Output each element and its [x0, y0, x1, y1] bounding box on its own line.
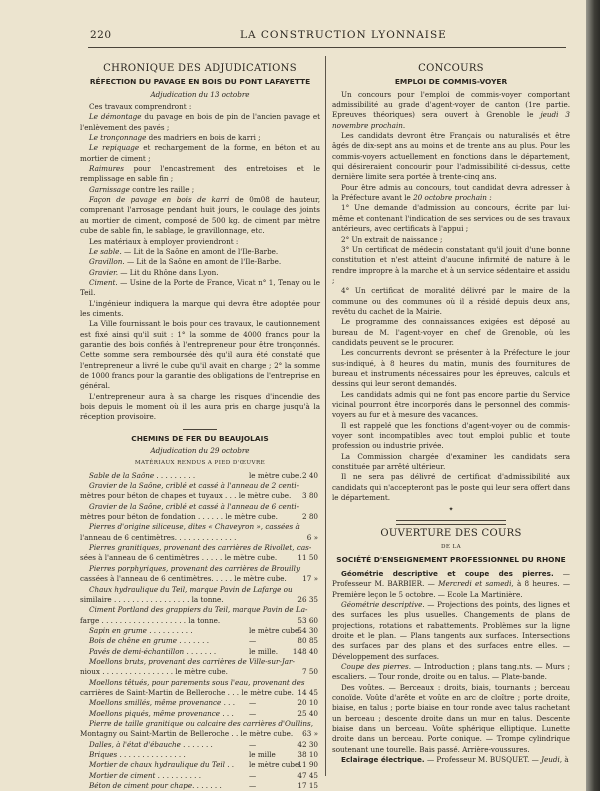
price-row	[80, 574, 320, 584]
price-value: 47 45	[297, 770, 318, 780]
price-value: 53 60	[297, 615, 318, 625]
price-row-lead: Chaux hydraulique du Teil, marque Pavin de Lafarge ou	[89, 584, 293, 594]
price-value: 38 10	[297, 750, 318, 759]
price-row	[80, 750, 320, 760]
paragraph: Le tronçonnage des madriers en bois de karri ;	[89, 133, 261, 143]
price-label: Mortier de chaux hydraulique du Teil . .	[89, 760, 235, 770]
price-value: 25 40	[297, 708, 318, 718]
price-row-lead: Ciment Portland des grappiers du Teil, marque Pavin de La-	[89, 605, 308, 615]
paragraph: Le démontage du pavage en bois de pin de l'ancien pavage et l'enlèvement des pavés ;	[80, 112, 320, 132]
column-divider	[325, 56, 326, 776]
article-heading-commis-voyer: EMPLOI DE COMMIS-VOYER	[394, 77, 508, 87]
price-value: 11 50	[297, 553, 318, 563]
paragraph: Le sable. — Lit de la Saône en amont de l'Ile-Barbe.	[89, 246, 279, 256]
paragraph: La Commission chargée d'examiner les candidats sera constituée par arrêté ultérieur.	[332, 451, 570, 472]
price-row	[80, 781, 320, 791]
price-row-lead: Pierres porphyriques, provenant des carrières de Brouilly	[89, 563, 301, 573]
price-label: Montagny ou Saint-Martin de Belleroche . . le mètre cube.	[80, 729, 294, 739]
article-heading-pavage: RÉFECTION DU PAVAGE EN BOIS DU PONT LAFAYETTE	[89, 77, 311, 87]
paragraph: Ces travaux comprendront :	[89, 102, 192, 112]
price-label: Moellons smillés, même provenance . . .	[89, 698, 236, 708]
price-value: 80 85	[297, 636, 318, 646]
paragraph: Il ne sera pas délivré de certificat d'admissibilité aux candidats qui n'accepteront pas le poste qui leur sera offert dans le département.	[332, 472, 570, 503]
price-row	[80, 626, 320, 636]
price-value: 54 30	[297, 625, 318, 635]
running-head	[90, 29, 562, 43]
price-value: 17 »	[302, 574, 318, 584]
price-row	[80, 771, 320, 781]
paragraph: Gravier. — Lit du Rhône dans Lyon.	[89, 267, 219, 277]
price-unit: le mètre cube.	[249, 625, 302, 635]
double-rule	[396, 520, 506, 525]
paragraph: Eclairage électrique. — Professeur M. BUSQUET. — Jeudi, à	[341, 755, 569, 764]
price-row	[80, 760, 320, 770]
paragraph: La Ville fournissant le bois pour ces travaux, le cautionnement est fixé ainsi qu'il suit : 1° la somme de 4000 francs pour la garantie des bois confiés à l'entrepreneur pour être tronçonnés. Cette somme sera remboursée dès qu'il aura été constaté que l'entrepreneur a livré le cube qu'il avait en charge ; 2° la somme de 1000 francs pour la garantie des obligations de l'entreprise en général.	[80, 319, 320, 391]
section-title-adjudications: CHRONIQUE DES ADJUDICATIONS	[103, 63, 297, 74]
price-value: 148 40	[292, 646, 318, 656]
separator-rule	[183, 429, 217, 430]
price-value: 11 90	[297, 760, 318, 770]
header-rule	[88, 47, 566, 48]
paragraph: Coupe des pierres. — Introduction ; plans tang.nts. — Murs ; escaliers. — Tour ronde, droite ou en talus. — Plate-bande.	[332, 661, 570, 682]
price-row-lead: Moellons têtués, pour parements sous l'eau, provenant des	[89, 677, 305, 687]
de-la: DE LA	[440, 544, 462, 551]
price-row-lead: Gravier de la Saône, criblé et cassé à l'anneau de 6 centi-	[89, 501, 300, 511]
price-row-lead: Moellons bruts, provenant des carrières de Ville-sur-Jar-	[89, 656, 295, 666]
binding-edge	[586, 0, 600, 791]
price-row	[80, 740, 320, 750]
price-unit: —	[249, 708, 257, 718]
price-value: 2 80	[301, 512, 318, 522]
price-label: Pavés de demi-échantillon . . . . . . .	[89, 646, 217, 656]
price-label: cassées à l'anneau de 6 centimètres. . . . . le mètre cube.	[80, 574, 287, 584]
page-number: 220	[90, 29, 112, 41]
price-row-lead: Pierres granitiques, provenant des carrières de Rivollet, cas-	[89, 543, 312, 553]
paragraph: Gravillon. — Lit de la Saône en amont de l'Ile-Barbe.	[89, 257, 282, 267]
section-title-concours: CONCOURS	[418, 63, 484, 74]
left-column	[80, 58, 320, 791]
price-row	[80, 647, 320, 657]
paragraph: Les candidats admis qui ne font pas encore partie du Service vicinal pourront être incorporés dans le personnel des commis-voyers au fur et à mesure des vacances.	[332, 389, 570, 420]
price-row	[80, 512, 320, 522]
price-row	[80, 533, 320, 543]
paragraph: Les candidats devront être Français ou naturalisés et être âgés de dix-sept ans au moins et de trente ans au plus. Pour les commis-voyers actuellement en fonctions dans le département, qui désireraient concourir pour l'admissibilité ci-dessus, cette dernière limite sera portée à trente-cinq ans.	[332, 131, 570, 182]
price-label: Sable de la Saône . . . . . . . . .	[89, 470, 196, 480]
price-list	[80, 471, 320, 791]
price-label: Bois de chêne en grume . . . . . . .	[89, 636, 209, 646]
price-row	[80, 709, 320, 719]
price-label: Sapin en grume . . . . . . . . . .	[89, 625, 193, 635]
price-row	[80, 667, 320, 677]
price-label: Mortier de ciment . . . . . . . . . .	[89, 770, 202, 780]
paragraph: Le programme des connaissances exigées est déposé au bureau de M. l'agent-voyer en chef de Grenoble, où les candidats peuvent se le procurer.	[332, 317, 570, 347]
price-value: 20 10	[297, 698, 318, 708]
article-date-beaujolais: Adjudication du 29 octobre	[150, 446, 250, 456]
price-label: farge . . . . . . . . . . . . . . . . . . . la tonne.	[80, 615, 221, 625]
price-value: 2 40	[301, 470, 318, 480]
price-row	[80, 553, 320, 563]
price-row-lead: Pierres d'origine siliceuse, dites « Chaveyron », cassées à	[89, 522, 300, 532]
price-value: 42 30	[297, 739, 318, 749]
paragraph: Les matériaux à employer proviendront :	[89, 236, 239, 246]
price-value: 7 50	[301, 667, 318, 677]
price-row-lead: Gravier de la Saône, criblé et cassé à l'anneau de 2 centi-	[89, 481, 300, 491]
paragraph: Le repiquage et rechargement de la forme, en béton et au mortier de ciment ;	[80, 143, 320, 163]
price-unit: —	[249, 770, 257, 780]
paragraph: L'ingénieur indiquera la marque qui devra être adoptée pour les ciments.	[80, 298, 320, 318]
price-value: 26 35	[297, 594, 318, 604]
price-row	[80, 616, 320, 626]
price-row	[80, 729, 320, 739]
price-label: mètres pour béton de fondation . . . . . . le mètre cube.	[80, 512, 278, 522]
paragraph: 3° Un certificat de médecin constatant qu'il jouit d'une bonne constitution et n'est atteint d'aucune infirmité de nature à le rendre impropre à la marche et à un service sédentaire et assidu ;	[332, 244, 570, 285]
article-heading-beaujolais: CHEMINS DE FER DU BEAUJOLAIS	[131, 433, 269, 443]
price-label: nioux . . . . . . . . . . . . . . . . le mètre cube.	[80, 667, 228, 677]
price-unit: —	[249, 636, 257, 646]
paragraph: Les concurrents devront se présenter à la Préfecture le jour sus-indiqué, à 8 heures du matin, munis des fournitures de bureau et instruments nécessaires pour les épreuves, calculs et dessins qui leur seront demandés.	[332, 348, 570, 389]
price-unit: —	[249, 698, 257, 708]
price-unit: le mille	[249, 750, 276, 759]
price-value: 14 45	[297, 687, 318, 697]
price-unit: le mètre cube.	[249, 760, 302, 770]
price-row	[80, 636, 320, 646]
price-label: Dalles, à l'état d'ébauche . . . . . . .	[89, 739, 213, 749]
price-label: Moellons piqués, même provenance . . .	[89, 708, 234, 718]
price-label: Briques . . . . . . . . . . . . . . .	[89, 750, 186, 759]
paragraph: Géométrie descriptive et coupe des pierres. — Professeur M. BARBIER. — Mercredi et samedi, à 8 heures. — Première leçon le 5 octobre. — Ecole La Martinière.	[332, 568, 571, 599]
paragraph: L'entrepreneur aura à sa charge les risques d'incendie des bois depuis le moment où il les aura pris en charge jusqu'à la réception provisoire.	[80, 391, 320, 422]
journal-title: LA CONSTRUCTION LYONNAISE	[240, 29, 447, 41]
article-date-pavage: Adjudication du 13 octobre	[150, 89, 250, 99]
paragraph: Ciment. — Usine de la Porte de France, Vicat n° 1, Tenay ou le Teil.	[80, 277, 320, 298]
price-row	[80, 688, 320, 698]
price-value: 63 »	[302, 729, 318, 739]
price-unit: —	[249, 739, 257, 749]
right-column	[332, 58, 570, 765]
article-heading-societe: SOCIÉTÉ D'ENSEIGNEMENT PROFESSIONNEL DU RHONE	[336, 555, 566, 565]
price-row	[80, 595, 320, 605]
price-row	[80, 471, 320, 481]
price-label: Béton de ciment pour chape. . . . . . .	[89, 781, 222, 791]
price-row	[80, 491, 320, 501]
price-row	[80, 698, 320, 708]
section-title-cours: OUVERTURE DES COURS	[380, 527, 522, 539]
price-label: mètres pour béton de chapes et tuyaux . . . le mètre cube.	[80, 491, 292, 501]
price-label: similaire . . . . . . . . . . . . . . . . . la tonne.	[80, 594, 224, 604]
star-ornament: ✦	[448, 506, 454, 514]
pavage-body	[80, 102, 320, 423]
price-unit: le mètre cube.	[249, 470, 302, 480]
paragraph: 4° Un certificat de moralité délivré par le maire de la commune ou des communes où il a résidé depuis deux ans, revêtu du cachet de la Mairie.	[332, 286, 570, 316]
price-label: sées à l'anneau de 6 centimètres . . . . . le mètre cube.	[80, 553, 278, 563]
paragraph: Géométrie descriptive. — Projections des points, des lignes et des surfaces les plus usuelles. Changements de plans de projections, rotations et rabattements. Problèmes sur la ligne droite et le plan. — Plans tangents aux surfaces. Intersections des surfaces par des plans et des surfaces entre elles. — Développement des surfaces.	[332, 599, 570, 661]
price-value: 6 »	[306, 532, 318, 542]
price-label: l'anneau de 6 centimètres. . . . . . . . . . . . . .	[80, 532, 237, 542]
paragraph: 1° Une demande d'admission au concours, écrite par lui-même et contenant l'indication de ses services ou de ses travaux antérieurs, avec certificats à l'appui ;	[332, 203, 570, 234]
paragraph: Raimures pour l'encastrement des entretoises et le remplissage en sable fin ;	[80, 164, 320, 184]
paragraph: Pour être admis au concours, tout candidat devra adresser à la Préfecture avant le 20 octobre prochain :	[332, 182, 570, 203]
price-label: carrières de Saint-Martin de Belleroche . . . le mètre cube.	[80, 687, 294, 697]
price-unit: —	[249, 781, 257, 791]
paragraph: Façon de pavage en bois de karri de 0m08 de hauteur, comprenant l'arrosage pendant huit jours, le coulage des joints au mortier de ciment, composé de 500 kg. de ciment par mètre cube de sable fin, le sablage, le gravillonnage, etc.	[80, 195, 320, 236]
paragraph: Des voûtes. — Berceaux : droits, biais, tournants ; berceau conoïde. Voûte d'arête et voûte en arc de cloître ; porte droite, biaise, en talus ; porte biaise en tour ronde avec talus rachetant un berceau ; descente droite dans un mur en talus. Descente biaise dans un berceau. Voûte sphérique elliptique. Lunette droite dans un berceau. Porte conique. — Trompe cylindrique soutenant une tourelle. Bais passé. Arrière-voussures.	[332, 682, 570, 754]
price-unit: le mille.	[249, 646, 279, 656]
paragraph: Un concours pour l'emploi de commis-voyer comportant admissibilité au grade d'agent-voyer de canton (1re partie. Epreuves théoriques) sera ouvert à Grenoble le jeudi 3 novembre prochain.	[332, 89, 570, 130]
price-row-lead: Pierre de taille granitique ou calcaire des carrières d'Oullins,	[89, 718, 314, 728]
price-value: 3 80	[301, 491, 318, 501]
materials-subheading: MATÉRIAUX RENDUS A PIED D'ŒUVRE	[134, 460, 266, 467]
paragraph: Il est rappelé que les fonctions d'agent-voyer ou de commis-voyer sont incompatibles avec tout emploi public et toute profession ou industrie privée.	[332, 420, 570, 451]
paragraph: Garnissage contre les raille ;	[89, 184, 195, 194]
price-value: 17 15	[297, 781, 318, 791]
paragraph: 2° Un extrait de naissance ;	[341, 234, 443, 244]
